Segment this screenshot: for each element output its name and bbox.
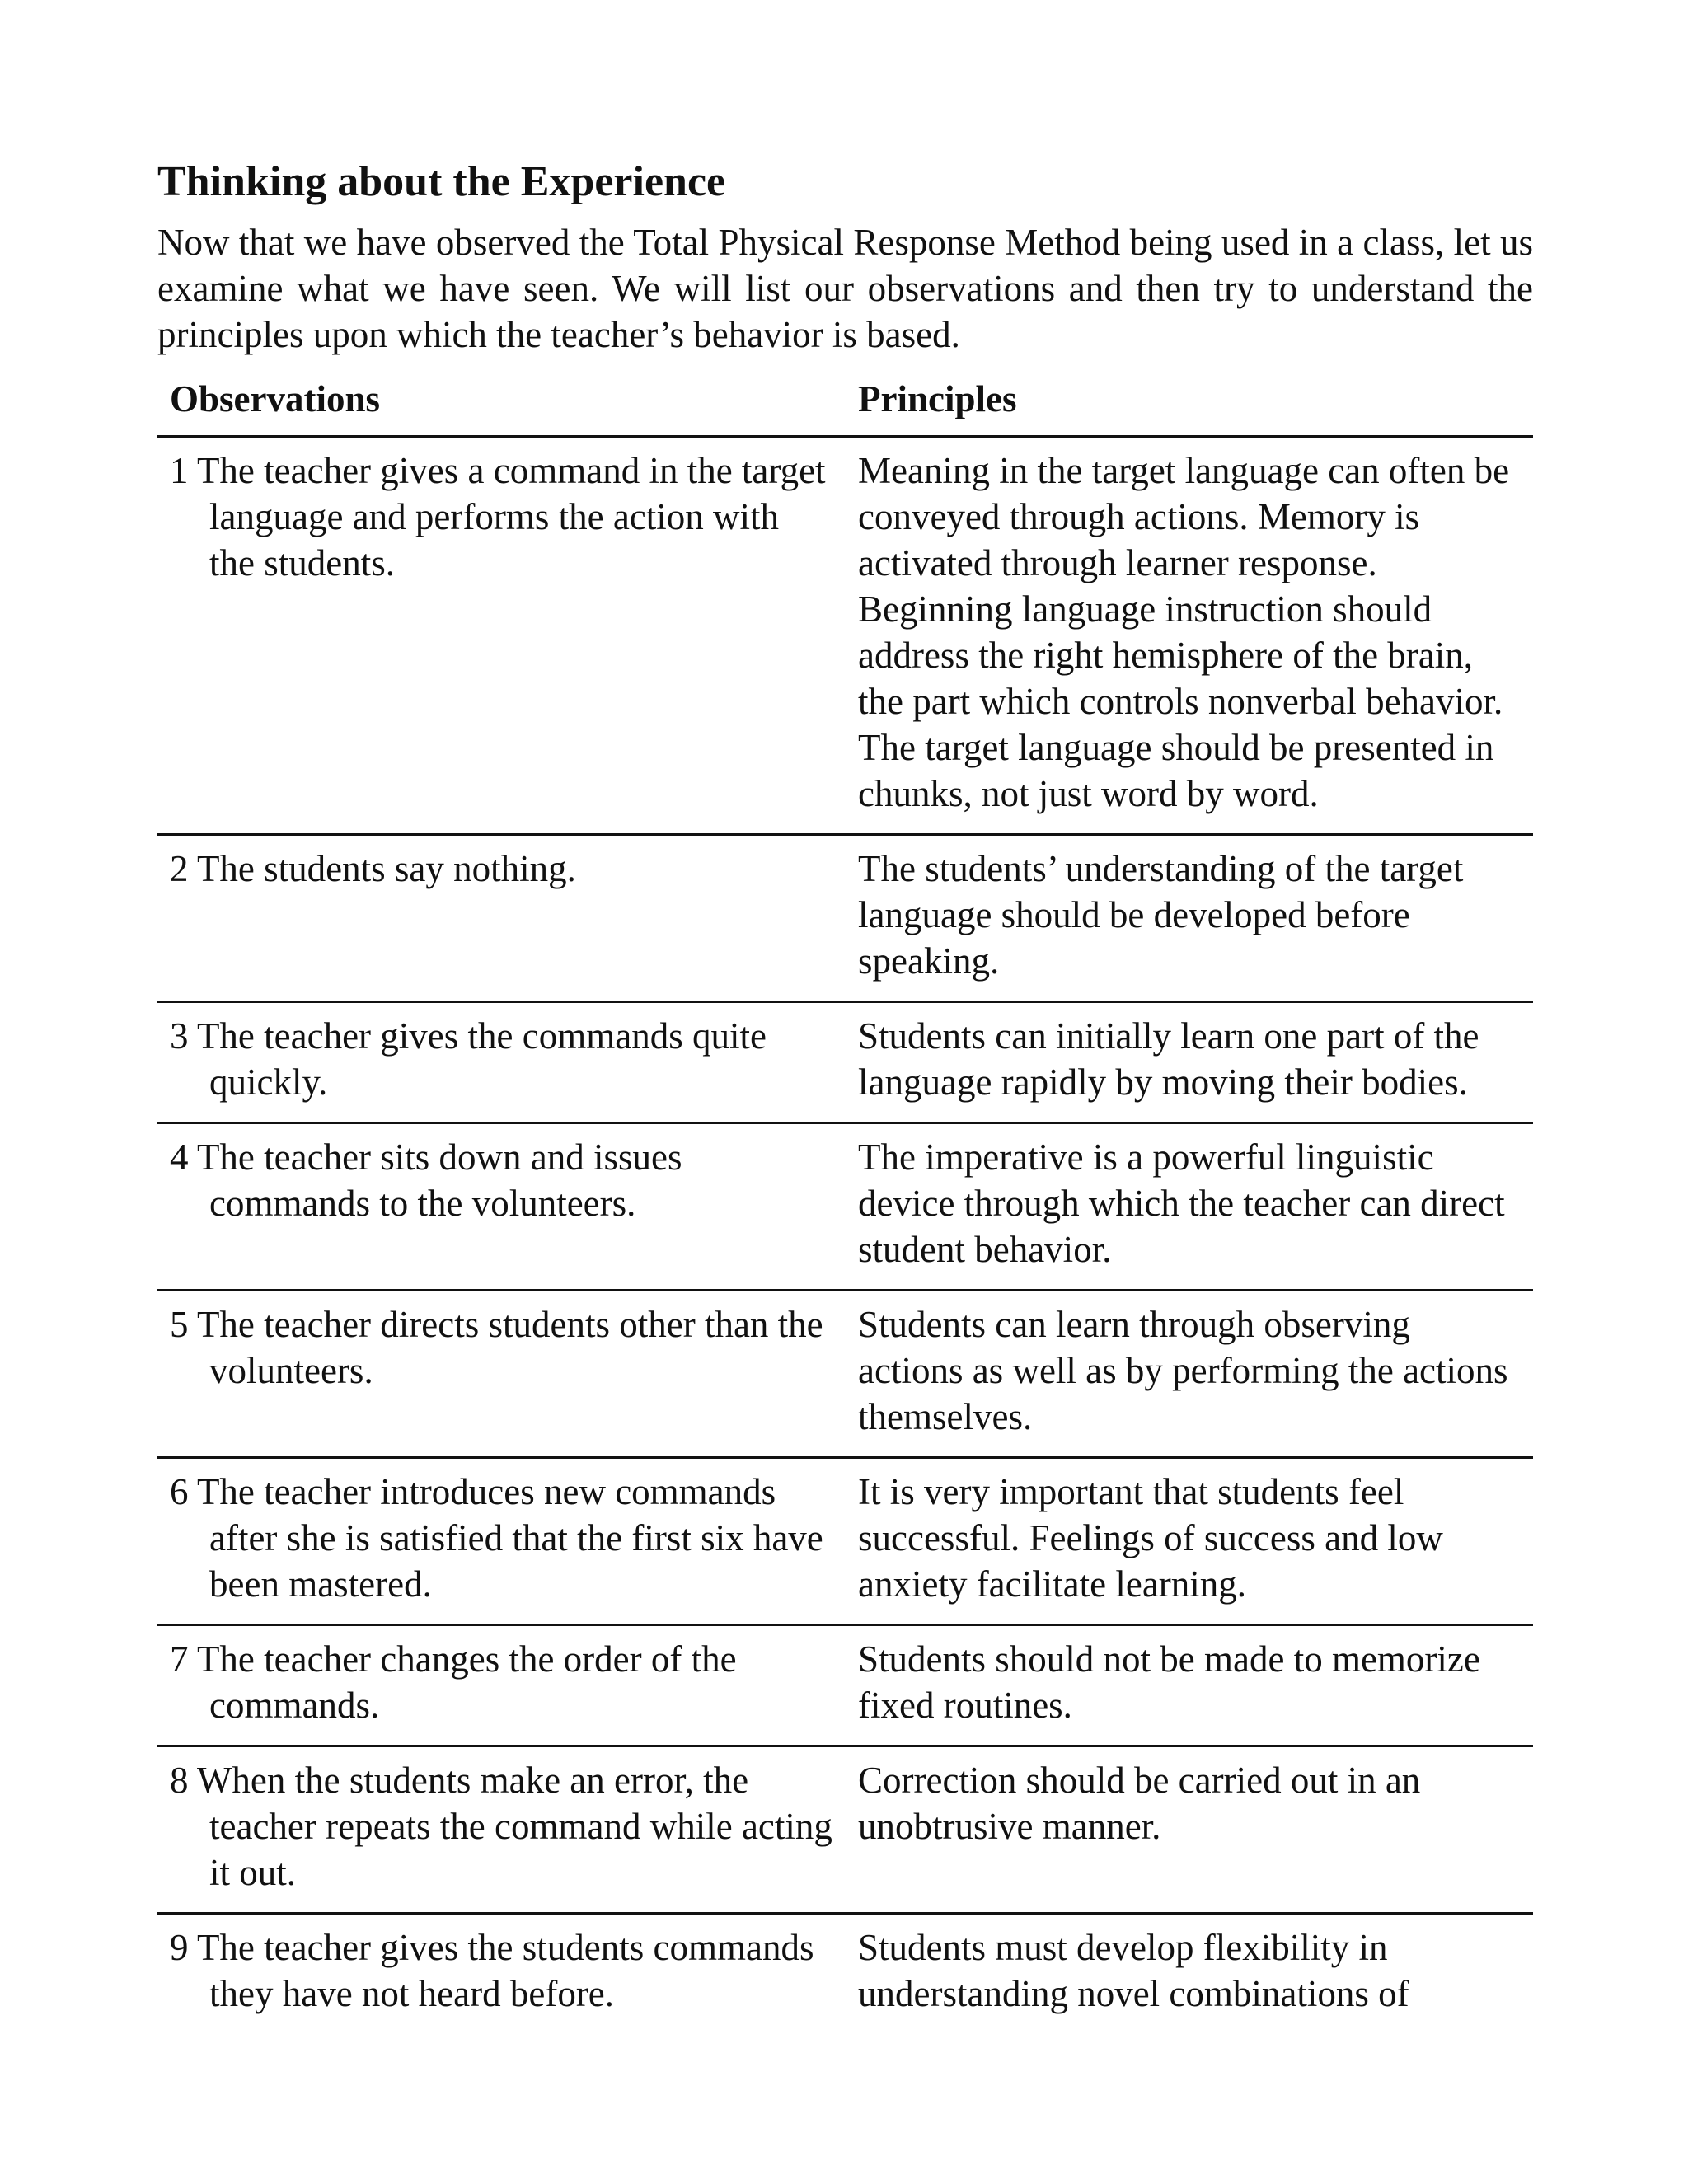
table-row	[157, 1914, 1533, 2034]
observation-number: 2	[170, 848, 189, 889]
section-heading: Thinking about the Experience	[157, 158, 726, 205]
principle-cell: It is very important that students feel successful. Feelings of success and low anxiety facilitate learning.	[846, 1458, 1533, 1625]
table-row	[157, 1123, 1533, 1291]
table-row	[157, 1458, 1533, 1625]
observation-cell	[157, 1625, 846, 1746]
document-page	[157, 157, 1533, 2033]
observation-text: The teacher gives a command in the target language and performs the action with the students.	[196, 450, 826, 583]
observation-text: The teacher gives the commands quite quickly.	[196, 1015, 767, 1103]
observation-number: 4	[170, 1137, 189, 1178]
principle-cell: Meaning in the target language can often be conveyed through actions. Memory is activated through learner response. Beginning language instruction should address the right hemisphere of the brain, the part which controls nonverbal behavior. The target language should be presented in chunks, not just word by word.	[846, 437, 1533, 835]
intro-paragraph: Now that we have observed the Total Physical Response Method being used in a class, let us examine what we have seen. We will list our observations and then try to understand the principles upon which the teacher’s behavior is based.	[157, 222, 1533, 355]
principle-cell: Students can learn through observing actions as well as by performing the actions themselves.	[846, 1291, 1533, 1458]
table-row	[157, 1002, 1533, 1123]
observation-text: The teacher gives the students commands they have not heard before.	[196, 1927, 814, 2014]
observation-text: The students say nothing.	[196, 848, 576, 889]
principle-cell: Students must develop flexibility in understanding novel combinations of	[858, 1927, 1409, 2014]
observation-cell	[157, 1291, 846, 1458]
observation-cell	[157, 1914, 846, 2034]
observation-number: 8	[170, 1760, 189, 1801]
observation-text: The teacher changes the order of the commands.	[196, 1638, 737, 1726]
principle-cell: Students can initially learn one part of the language rapidly by moving their bodies.	[846, 1002, 1533, 1123]
observation-text: The teacher directs students other than the volunteers.	[196, 1304, 823, 1391]
principle-cell: The students’ understanding of the target language should be developed before speaking.	[846, 835, 1533, 1002]
observation-number: 9	[170, 1927, 189, 1968]
observations-principles-table	[157, 376, 1533, 2033]
observation-text: When the students make an error, the teacher repeats the command while acting it out.	[196, 1760, 832, 1893]
observation-number: 1	[170, 450, 189, 491]
table-row	[157, 1625, 1533, 1746]
observation-cell	[157, 437, 846, 835]
principle-cell: The imperative is a powerful linguistic device through which the teacher can direct student behavior.	[846, 1123, 1533, 1291]
observation-text: The teacher sits down and issues commands to the volunteers.	[196, 1137, 682, 1224]
observation-cell	[157, 835, 846, 1002]
observation-cell	[157, 1746, 846, 1914]
table-row	[157, 437, 1533, 835]
observation-number: 7	[170, 1638, 189, 1680]
observation-number: 6	[170, 1471, 189, 1512]
observation-cell	[157, 1123, 846, 1291]
principle-cell: Students should not be made to memorize fixed routines.	[846, 1625, 1533, 1746]
table-header-row	[157, 376, 1533, 437]
observation-cell	[157, 1458, 846, 1625]
observations-header: Observations	[157, 376, 846, 437]
principles-header: Principles	[846, 376, 1533, 437]
principle-cell: Correction should be carried out in an unobtrusive manner.	[846, 1746, 1533, 1914]
observation-number: 5	[170, 1304, 189, 1345]
observation-cell	[157, 1002, 846, 1123]
table-row	[157, 835, 1533, 1002]
observation-text: The teacher introduces new commands after she is satisfied that the first six have been mastered.	[196, 1471, 823, 1605]
observation-number: 3	[170, 1015, 189, 1057]
table-row	[157, 1746, 1533, 1914]
table-row	[157, 1291, 1533, 1458]
